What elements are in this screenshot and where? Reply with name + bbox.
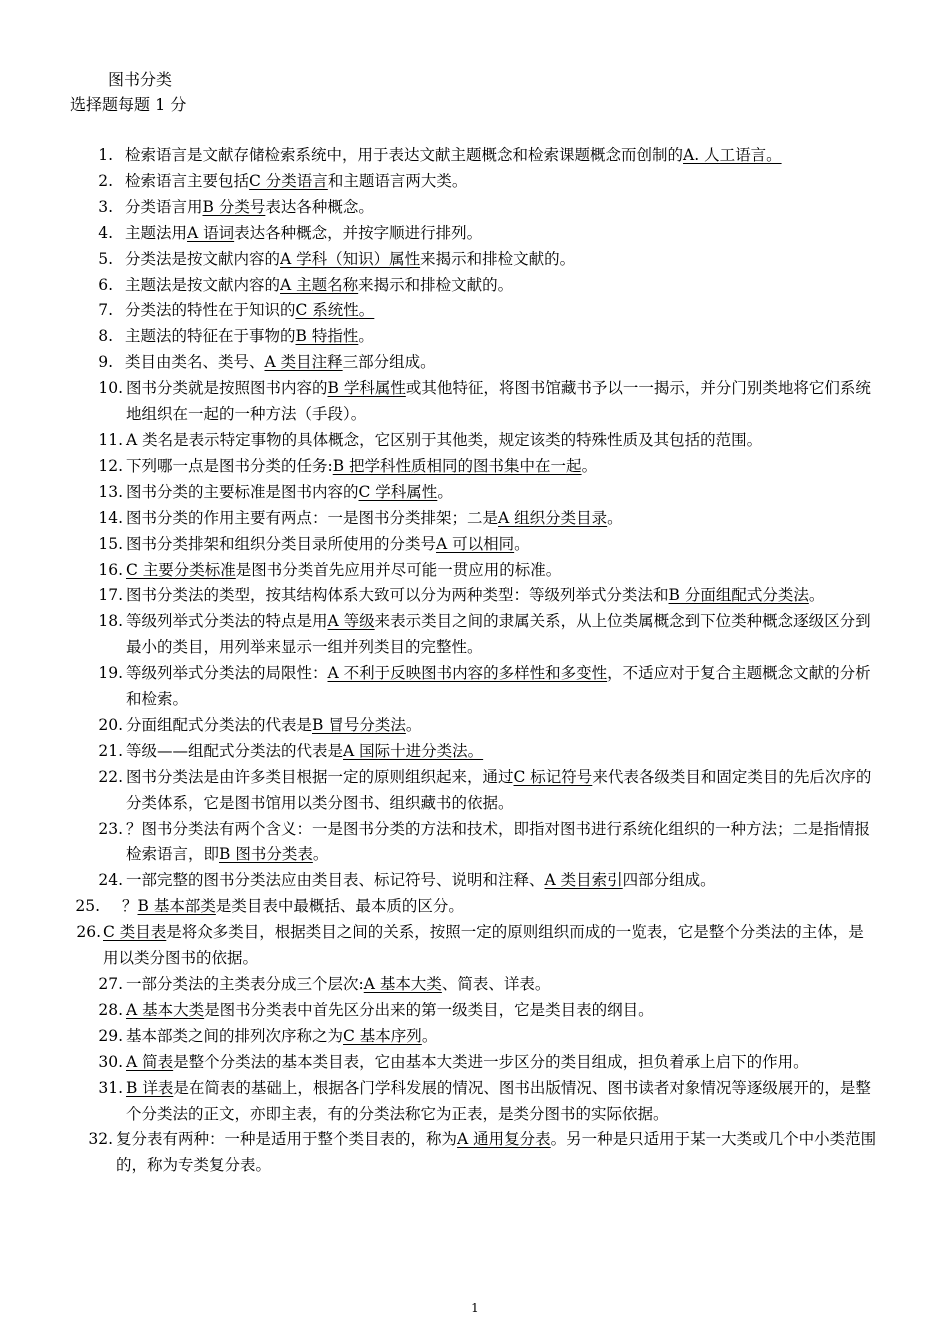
question-item	[0, 1024, 950, 1050]
answer-blank: C 系统性。	[295, 301, 375, 320]
question-item	[0, 454, 950, 480]
question-item	[0, 583, 950, 609]
answer-blank: C 分类语言	[249, 171, 328, 190]
question-number: 26.	[76, 923, 101, 942]
question-text-segment: 等级——组配式分类法的代表是	[126, 741, 344, 760]
question-text-segment: 。	[514, 534, 530, 553]
question-text	[126, 454, 880, 480]
answer-blank: C 主要分类标准	[126, 560, 236, 579]
question-number: 4.	[98, 223, 113, 242]
question-number: 8.	[98, 327, 113, 346]
question-text	[103, 920, 868, 972]
question-text	[126, 998, 880, 1024]
question-text	[116, 1127, 880, 1179]
question-number: 16.	[98, 560, 123, 579]
question-text	[125, 143, 880, 169]
question-text-segment: 分类法的特性在于知识的	[125, 301, 296, 320]
question-text-segment: 或其他特征，将图书馆藏书予以一一揭示，并分门别类地将它们系统地组织在一起的一种方法（手段）。	[126, 379, 871, 424]
question-text-segment: 。	[607, 508, 623, 527]
question-text-segment: 。另一种是只适用于某一大类或几个中小类范围的，称为专类复分表。	[116, 1130, 877, 1175]
answer-blank: A 通用复分表	[457, 1130, 551, 1149]
question-text-segment: 。	[358, 327, 374, 346]
question-item	[0, 868, 950, 894]
answer-blank: A 基本大类	[126, 1000, 205, 1019]
question-text-segment: 表达各种概念，并按字顺进行排列。	[234, 223, 483, 242]
question-text	[125, 273, 880, 299]
question-text-segment: 检索语言主要包括	[125, 171, 250, 190]
answer-blank: A 主题名称	[280, 275, 359, 294]
question-item	[0, 532, 950, 558]
page-subtitle: 选择题每题 1 分	[70, 95, 187, 114]
question-text-segment: 是将众多类目，根据类目之间的关系，按照一定的原则组织而成的一览表，它是整个分类法的主体，是用以类分图书的依据。	[103, 923, 864, 968]
page-number: 1	[471, 1301, 479, 1315]
question-item	[0, 324, 950, 350]
answer-blank: A 类目索引	[544, 871, 623, 890]
question-number: 19.	[98, 664, 123, 683]
question-number: 10.	[98, 379, 123, 398]
question-text	[126, 739, 880, 765]
question-number: 24.	[98, 871, 123, 890]
answer-blank: A. 人工语言。	[683, 146, 782, 164]
question-number: 5.	[98, 249, 113, 268]
question-text-segment: 图书分类的作用主要有两点：一是图书分类排架；二是	[126, 508, 499, 527]
question-item	[0, 480, 950, 506]
question-text-segment: 来代表各级类目和固定类目的先后次序的分类体系，它是图书馆用以类分图书、组织藏书的依据。	[126, 767, 872, 812]
answer-blank: B 学科属性	[327, 379, 406, 398]
question-text-segment: 图书分类排架和组织分类目录所使用的分类号	[126, 534, 437, 553]
question-text	[126, 532, 880, 558]
question-text	[126, 1076, 880, 1128]
question-text-segment: 。	[581, 456, 598, 475]
question-number: 25.	[75, 897, 100, 916]
question-text-segment: 是在简表的基础上，根据各门学科发展的情况、图书出版情况、图书读者对象情况等逐级展开的，是整个分类法的正文，亦即主表，有的分类法称它为正表，是类分图书的实际依据。	[126, 1078, 871, 1123]
question-item	[0, 221, 950, 247]
question-number: 27.	[98, 975, 123, 993]
question-item	[0, 609, 950, 661]
question-text-segment: 复分表有两种：一种是适用于整个类目表的，称为	[116, 1130, 458, 1149]
question-text-segment: 基本部类之间的排列次序称之为	[126, 1026, 344, 1045]
question-text-segment: 一部分类法的主类表分成三个层次:	[126, 975, 364, 993]
question-item	[0, 298, 950, 324]
question-number: 2.	[98, 171, 113, 190]
question-text-segment: 、简表、详表。	[441, 975, 551, 993]
question-text	[126, 868, 880, 894]
question-number: 15.	[98, 534, 123, 553]
question-text-segment: A 类名是表示特定事物的具体概念，它区别于其他类，规定该类的特殊性质及其包括的范围。	[126, 430, 763, 449]
question-text-segment: 分类语言用	[125, 197, 203, 216]
question-item	[0, 739, 950, 765]
question-item	[0, 920, 950, 972]
question-text	[125, 350, 880, 376]
answer-blank: A 国际十进分类法。	[343, 741, 484, 760]
question-text-segment: 。	[421, 1026, 438, 1045]
answer-blank: A 组织分类目录	[498, 508, 608, 527]
answer-blank: A 可以相同	[436, 534, 515, 553]
question-text-segment: 类目由类名、类号、	[125, 353, 265, 372]
question-text-segment: 一部完整的图书分类法应由类目表、标记符号、说明和注释、	[126, 871, 545, 890]
question-text-segment: 。	[312, 845, 329, 864]
question-text	[126, 713, 880, 739]
question-item	[0, 1050, 950, 1076]
question-text	[122, 894, 880, 920]
question-number: 31.	[98, 1078, 123, 1097]
question-number: 1.	[98, 146, 113, 164]
question-item	[0, 376, 950, 428]
question-text	[126, 428, 880, 454]
question-text-segment: 主题法的特征在于事物的	[125, 327, 296, 346]
question-text	[125, 324, 880, 350]
question-item	[0, 428, 950, 454]
question-text	[126, 765, 880, 817]
page-title: 图书分类	[108, 70, 173, 89]
question-number: 6.	[98, 275, 113, 294]
question-text	[125, 169, 880, 195]
question-text-segment: 是图书分类首先应用并尽可能一贯应用的标准。	[235, 560, 562, 579]
question-item	[0, 817, 950, 869]
question-text	[126, 480, 880, 506]
question-text	[125, 298, 880, 324]
question-item	[0, 273, 950, 299]
question-text	[125, 195, 880, 221]
answer-blank: A 简表	[126, 1052, 174, 1071]
question-number: 17.	[98, 586, 123, 605]
question-text-segment: 分面组配式分类法的代表是	[126, 715, 313, 734]
question-text-segment: 是类目表中最概括、最本质的区分。	[215, 897, 464, 916]
question-text-segment: 。	[437, 482, 453, 501]
answer-blank: C 类目表	[103, 923, 167, 942]
question-text-segment: 表达各种概念。	[265, 197, 374, 216]
question-number: 18.	[98, 612, 123, 631]
answer-blank: A 语词	[187, 223, 235, 242]
question-item	[0, 998, 950, 1024]
question-text	[126, 1024, 880, 1050]
question-text-segment: 来表示类目之间的隶属关系，从上位类属概念到下位类种概念逐级区分到最小的类目，用列举来显示一组并列类目的完整性。	[126, 612, 871, 657]
question-text-segment: 主题法是按文献内容的	[125, 275, 281, 294]
question-item	[0, 1076, 950, 1128]
question-item	[0, 713, 950, 739]
question-text-segment: 等级列举式分类法的特点是用	[126, 612, 328, 631]
question-number: 9.	[98, 353, 113, 372]
answer-blank: A 基本大类	[363, 975, 442, 993]
question-item	[0, 558, 950, 584]
question-item	[0, 972, 950, 998]
question-text-segment: 图书分类的主要标准是图书内容的	[126, 482, 359, 501]
question-number: 22.	[98, 767, 123, 786]
answer-blank: B 详表	[126, 1078, 174, 1097]
question-text-segment: 来揭示和排检文献的。	[420, 249, 576, 268]
question-text-segment: 是整个分类法的基本类目表，它由基本大类进一步区分的类目组成，担负着承上启下的作用。	[173, 1052, 809, 1071]
answer-blank: B 特指性	[295, 327, 359, 346]
question-item	[0, 765, 950, 817]
question-number: 11.	[98, 430, 123, 449]
question-item	[0, 1127, 950, 1179]
answer-blank: C 学科属性	[358, 482, 438, 501]
question-item	[0, 169, 950, 195]
question-item	[0, 195, 950, 221]
answer-blank: B 把学科性质相同的图书集中在一起	[332, 456, 582, 475]
answer-blank: A 类目注释	[264, 353, 343, 372]
question-item	[0, 350, 950, 376]
question-text-segment: 分类法是按文献内容的	[125, 249, 281, 268]
question-text	[126, 506, 880, 532]
answer-blank: C 基本序列	[343, 1026, 422, 1045]
question-number: 21.	[98, 741, 123, 760]
answer-blank: C 标记符号	[513, 767, 593, 786]
answer-blank: B 分面组配式分类法	[668, 586, 809, 605]
question-number: 3.	[98, 197, 113, 216]
question-text	[126, 1050, 880, 1076]
answer-blank: A 等级	[327, 612, 375, 631]
question-text-segment: 主题法用	[125, 223, 188, 242]
question-item	[0, 661, 950, 713]
question-text	[126, 376, 880, 428]
answer-blank: A 学科（知识）属性	[280, 249, 421, 268]
question-text	[126, 558, 880, 584]
question-text	[126, 609, 880, 661]
question-number: 13.	[98, 482, 123, 501]
question-number: 12.	[98, 456, 123, 475]
answer-blank: B 基本部类	[137, 897, 216, 916]
question-text-segment: ，不适应对于复合主题概念文献的分析和检索。	[126, 664, 871, 709]
question-number: 7.	[98, 301, 113, 320]
answer-blank: B 分类号	[202, 197, 266, 216]
question-text	[125, 247, 880, 273]
question-text	[126, 817, 880, 869]
question-text-segment: 和主题语言两大类。	[327, 171, 468, 190]
question-number: 20.	[98, 715, 123, 734]
question-text-segment: 。	[808, 586, 825, 605]
question-number: 32.	[88, 1130, 113, 1149]
question-number: 30.	[98, 1052, 123, 1071]
question-item	[0, 247, 950, 273]
question-text-segment: 三部分组成。	[342, 353, 436, 372]
question-list	[0, 143, 950, 1179]
question-text-segment: 来揭示和排检文献的。	[358, 275, 514, 294]
question-number: 29.	[98, 1026, 123, 1045]
answer-blank: B 图书分类表	[219, 845, 313, 864]
question-text-segment: ？	[122, 897, 138, 916]
question-text-segment: 等级列举式分类法的局限性：	[126, 664, 328, 683]
question-text	[126, 661, 880, 713]
question-item	[0, 506, 950, 532]
question-text-segment: 图书分类就是按照图书内容的	[126, 379, 328, 398]
question-text	[126, 583, 880, 609]
question-number: 28.	[98, 1000, 123, 1019]
question-text-segment: 是图书分类表中首先区分出来的第一级类目，它是类目表的纲目。	[204, 1000, 654, 1019]
question-number: 14.	[98, 508, 123, 527]
question-text-segment: ？图书分类法有两个含义：一是图书分类的方法和技术，即指对图书进行系统化组织的一种方法；二是指情报检索语言，即	[126, 819, 871, 864]
answer-blank: A 不利于反映图书内容的多样性和多变性	[327, 664, 608, 683]
question-item	[0, 894, 950, 920]
question-text-segment: 下列哪一点是图书分类的任务:	[126, 456, 333, 475]
question-text-segment: 检索语言是文献存储检索系统中，用于表达文献主题概念和检索课题概念而创制的	[125, 146, 684, 164]
question-text-segment: 图书分类法是由许多类目根据一定的原则组织起来，通过	[126, 767, 514, 786]
question-text-segment: 。	[405, 715, 422, 734]
question-text-segment: 图书分类法的类型，按其结构体系大致可以分为两种类型：等级列举式分类法和	[126, 586, 669, 605]
answer-blank: B 冒号分类法	[312, 715, 406, 734]
question-text	[125, 221, 880, 247]
question-number: 23.	[98, 819, 123, 838]
question-text	[126, 972, 880, 998]
question-text-segment: 四部分组成。	[622, 871, 716, 890]
question-item	[0, 143, 950, 169]
